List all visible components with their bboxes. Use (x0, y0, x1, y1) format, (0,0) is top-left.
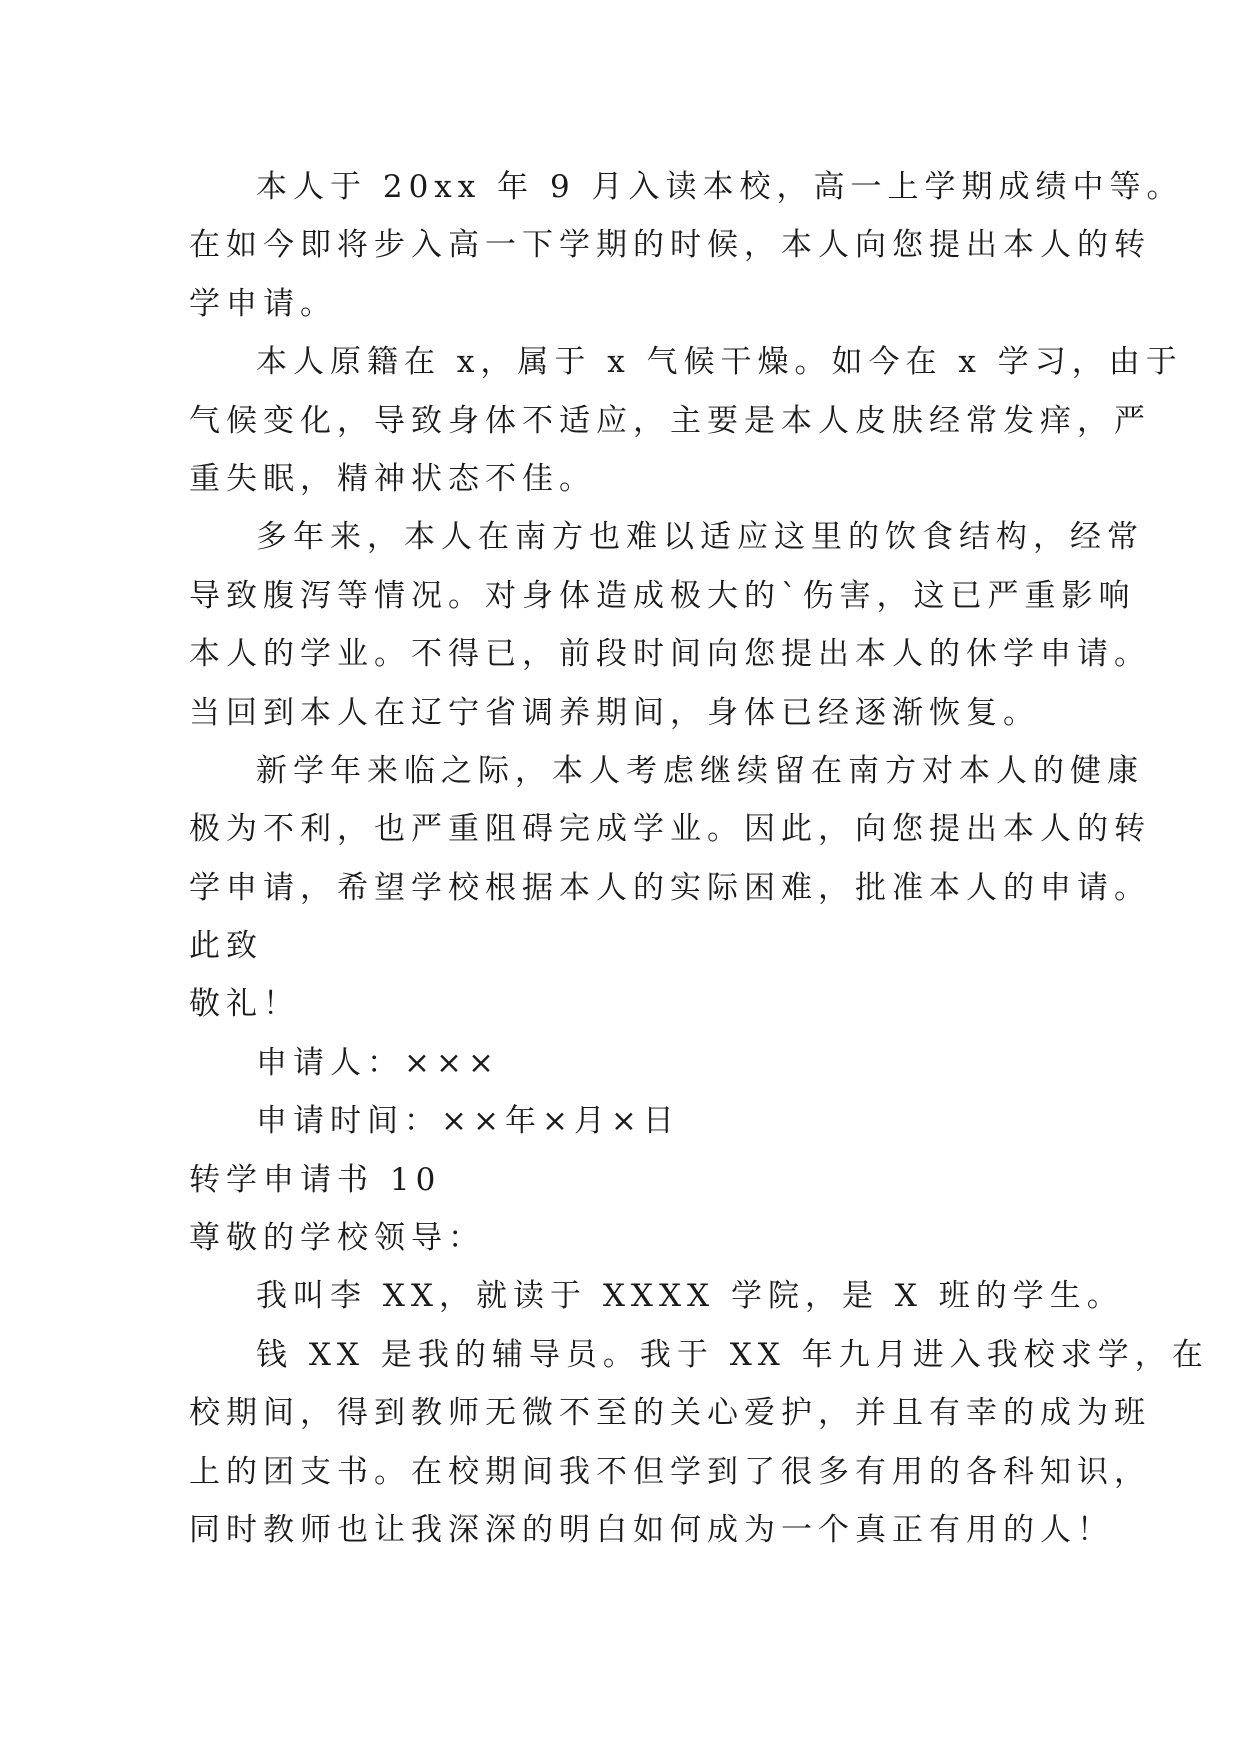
salutation-line: 敬礼！ (189, 986, 300, 1023)
text-line: 本人的学业。不得已，前段时间向您提出本人的休学申请。 (189, 636, 1151, 673)
text-line: 气候变化，导致身体不适应，主要是本人皮肤经常发痒，严 (189, 402, 1151, 439)
text-line: 极为不利，也严重阻碍完成学业。因此，向您提出本人的转 (189, 811, 1151, 848)
text-line: 本人于 20xx 年 9 月入读本校，高一上学期成绩中等。 (256, 169, 1184, 205)
greeting-line: 尊敬的学校领导： (189, 1220, 485, 1257)
closing-line: 此致 (189, 928, 263, 965)
section-title: 转学申请书 10 (189, 1161, 442, 1198)
text-line: 学申请。 (189, 285, 337, 322)
text-line: 校期间，得到教师无微不至的关心爱护，并且有幸的成为班 (189, 1395, 1151, 1432)
text-line: 重失眠，精神状态不佳。 (189, 460, 596, 497)
text-line: 学申请，希望学校根据本人的实际困难，批准本人的申请。 (189, 869, 1151, 906)
text-line: 多年来，本人在南方也难以适应这里的饮食结构，经常 (256, 519, 1144, 556)
text-line: 钱 XX 是我的辅导员。我于 XX 年九月进入我校求学，在 (256, 1336, 1209, 1373)
text-line: 新学年来临之际，本人考虑继续留在南方对本人的健康 (256, 752, 1144, 789)
date-line: 申请时间：××年×月×日 (256, 1103, 680, 1140)
text-line: 在如今即将步入高一下学期的时候，本人向您提出本人的转 (189, 227, 1151, 264)
text-line: 同时教师也让我深深的明白如何成为一个真正有用的人！ (189, 1511, 1114, 1548)
document-body (189, 158, 1209, 1559)
text-line: 本人原籍在 x，属于 x 气候干燥。如今在 x 学习，由于 (256, 344, 1183, 381)
applicant-line: 申请人：××× (256, 1044, 500, 1081)
text-line: 当回到本人在辽宁省调养期间，身体已经逐渐恢复。 (189, 694, 1040, 731)
text-line: 导致腹泻等情况。对身体造成极大的`伤害，这已严重影响 (189, 577, 1136, 614)
text-line: 上的团支书。在校期间我不但学到了很多有用的各科知识， (189, 1453, 1151, 1490)
text-line: 我叫李 XX，就读于 XXXX 学院，是 X 班的学生。 (256, 1278, 1124, 1315)
